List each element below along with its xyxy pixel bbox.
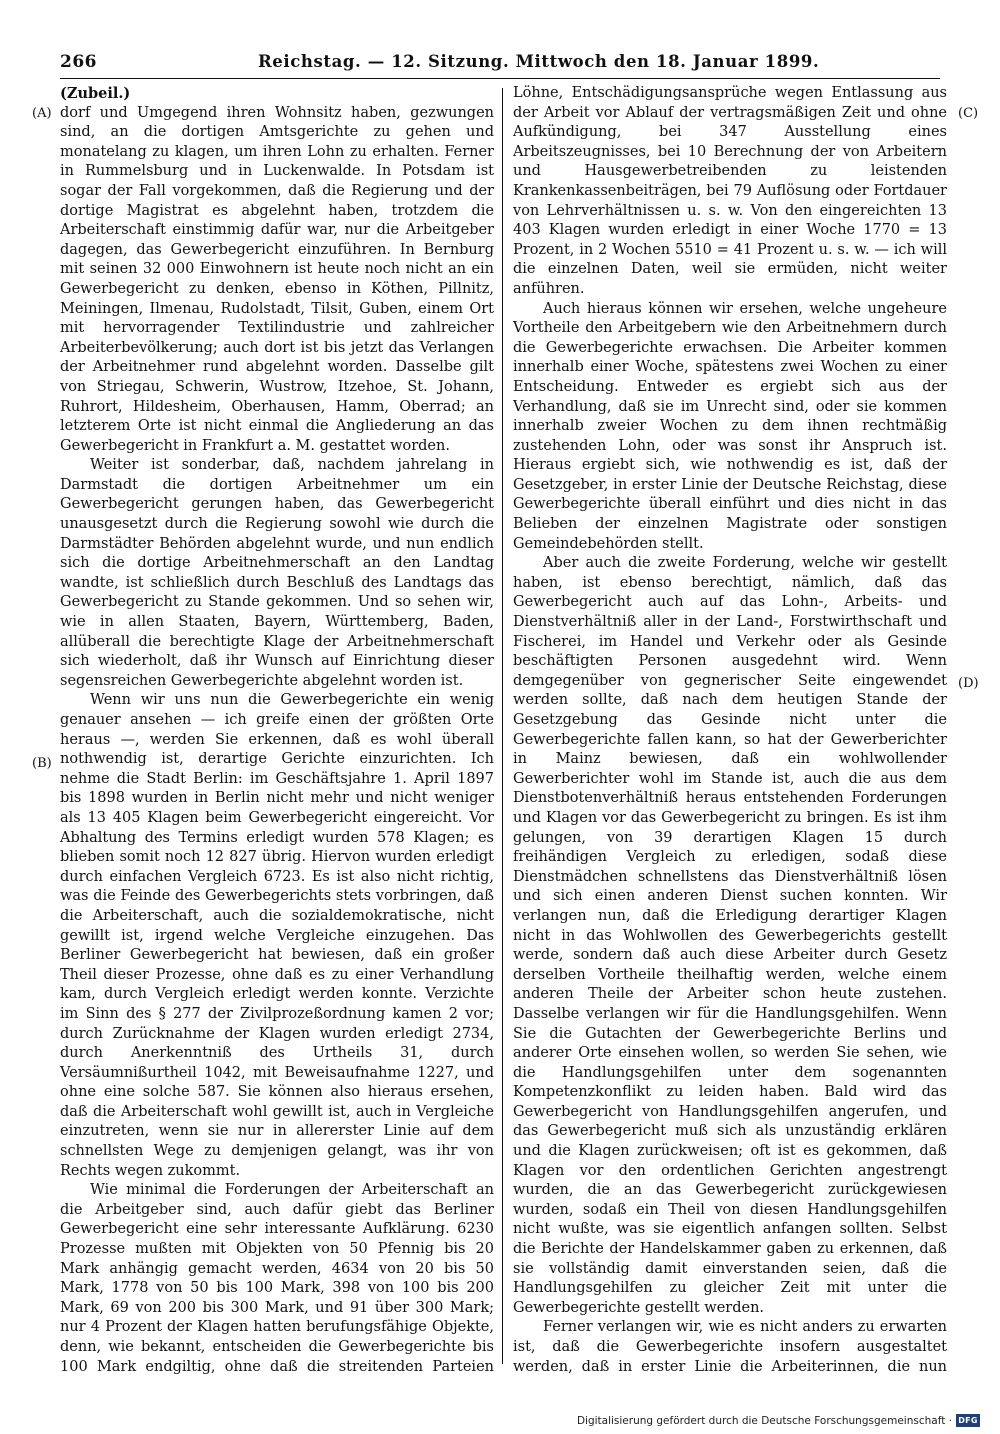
left-column bbox=[60, 84, 494, 1374]
margin-marker-a: (A) bbox=[32, 106, 52, 121]
page-number: 266 bbox=[60, 52, 97, 72]
digitization-credit-text: Digitalisierung gefördert durch die Deutsche Forschungsgemeinschaft · bbox=[576, 1414, 952, 1427]
header-rule bbox=[60, 78, 940, 79]
running-head: Reichstag. — 12. Sitzung. Mittwoch den 18. Januar 1899. bbox=[258, 52, 820, 71]
page-header bbox=[60, 52, 940, 78]
document-page bbox=[32, 44, 979, 1374]
margin-marker-d: (D) bbox=[958, 676, 979, 691]
speaker-continuation-label: (Zubeil.) bbox=[60, 85, 131, 102]
right-paragraph-1: Löhne, Entschädigungsansprüche wegen Entlassung aus der Arbeit vor Ablauf der vertragsmäßigen Zeit und ohne Aufkündigung, bei 347 Ausstellung eines Arbeitszeugnisses, bei 10 Berechnung der von Arbeitern und Hausgewerbetreibenden zu leistenden Krankenkassenbeiträgen, bei 79 Auflösung oder Fortdauer von Lehrverhältnissen u. s. w. Von den eingereichten 13 403 Klagen wurden erledigt in einer Woche 1770 = 13 Prozent, in 2 Wochen 5510 = 41 Prozent u. s. w. — ich will die einzelnen Daten, weil sie ermüden, nicht weiter anführen. bbox=[513, 85, 947, 297]
right-paragraph-3: Aber auch die zweite Forderung, welche wir gestellt haben, ist ebenso berechtigt, nämlich, daß das Gewerbegericht auch auf das Lohn-, Arbeits- und Dienstverhältniß aller in der Land-, Forstwirthschaft und Fischerei, im Handel und Verkehr oder als Gesinde beschäftigten Personen ausgedehnt wird. Wenn demgegenüber von gegnerischer Seite eingewendet werden sollte, daß nach dem heutigen Stande der Gesetzgebung das Gesinde nicht unter die Gewerbegerichte fallen kann, so hat der Gewerberichter in Mainz bewiesen, daß ein wohlwollender Gewerberichter wohl im Stande ist, auch die aus dem Dienstbotenverhältniß heraus entstehenden Forderungen und Klagen vor das Gewerbegericht zu bringen. Es ist ihm gelungen, von 39 derartigen Klagen 15 durch freihändigen Vergleich zu erledigen, sodaß diese Dienstmädchen schnellstens das Dienstverhältniß lösen und sich einen anderen Dienst suchen konnten. Wir verlangen nun, daß die Erledigung derartiger Klagen nicht in das Wohlwollen des Gewerbegerichts gestellt werde, sondern daß auch diese Arbeiter durch Gesetz derselben Vortheile theilhaftig werden, welche einem anderen Theile der Arbeiter schon heute zustehen. Dasselbe verlangen wir für die Handlungsgehilfen. Wenn Sie die Gutachten der Gewerbegerichte Berlins und anderer Orte einsehen wollen, so werden Sie sehen, wie die Handlungsgehilfen unter dem sogenannten Kompetenzkonflikt zu leiden haben. Bald wird das Gewerbegericht von Handlungsgehilfen angerufen, und das Gewerbegericht muß sich als unzuständig erklären und die Klagen zurückweisen; oft ist es gekommen, daß Klagen vor den ordentlichen Gerichten angestrengt wurden, die an das Gewerbegericht zurückgewiesen wurden, sodaß ein Theil von diesen Handlungsgehilfen nicht wußte, was sie eigentlich anfangen sollten. Selbst die Berichte der Handelskammer gaben zu erkennen, daß sie vollständig damit einverstanden seien, daß die Handlungsgehilfen zu gleicher Zeit mit unter die Gewerbegerichte gestellt werden. bbox=[513, 555, 947, 1316]
left-paragraph-3: Wenn wir uns nun die Gewerbegerichte ein wenig genauer ansehen — ich greife einen der größten Orte heraus —, werden Sie erkennen, daß es wohl überall nothwendig ist, derartige Gerichte einzurichten. Ich nehme die Stadt Berlin: im Geschäftsjahre 1. April 1897 bis 1898 wurden in Berlin nicht mehr und nicht weniger als 13 405 Klagen beim Gewerbegericht eingereicht. Vor Abhaltung des Termins erledigt wurden 578 Klagen; es blieben somit noch 12 827 übrig. Hiervon wurden erledigt durch einfachen Vergleich 6723. Es ist also nicht richtig, was die Feinde des Gewerbegerichts stets vorbringen, daß die Arbeiterschaft, auch die sozialdemokratische, nicht gewillt ist, irgend welche Vergleiche einzugehen. Das Berliner Gewerbegericht hat bewiesen, daß ein großer Theil dieser Prozesse, ohne daß es zu einer Verhandlung kam, durch Vergleich erledigt werden konnte. Verzichte im Sinn des § 277 der Zivilprozeßordnung kamen 2 vor; durch Zurücknahme der Klagen wurden erledigt 2734, durch Anerkenntniß des Urtheils 31, durch Versäumnißurtheil 1042, mit Beweisaufnahme 1227, und ohne eine solche 587. Sie können also hieraus ersehen, daß die Arbeiterschaft wohl gewillt ist, auch in Vergleiche einzutreten, wenn sie nur in allererster Linie auf dem schnellsten Wege zu demjenigen gelangt, was ihr von Rechts wegen zukommt. bbox=[60, 692, 494, 1179]
left-paragraph-1: dorf und Umgegend ihren Wohnsitz haben, gezwungen sind, an die dortigen Amtsgerichte zu gehen und monatelang zu klagen, um ihren Lohn zu erhalten. Ferner in Rummelsburg und in Luckenwalde. In Potsdam ist sogar der Fall vorgekommen, daß die Regierung und der dortige Magistrat es abgelehnt haben, trotzdem die Arbeiterschaft einstimmig dafür war, nur die Arbeitgeber dagegen, das Gewerbegericht einzuführen. In Bernburg mit seinen 32 000 Einwohnern ist heute noch nicht an ein Gewerbegericht zu denken, ebenso in Köthen, Pillnitz, Meiningen, Ilmenau, Rudolstadt, Tilsit, Guben, einem Ort mit hervorragender Textilindustrie und zahlreicher Arbeiterbevölkerung; auch dort ist bis jetzt das Verlangen der Arbeitnehmer rund abgelehnt worden. Dasselbe gilt von Striegau, Schwerin, Wustrow, Itzehoe, St. Johann, Ruhrort, Hildesheim, Oberhausen, Hamm, Oberrad; an letzterem Orte ist nicht einmal die Angliederung an das Gewerbegericht in Frankfurt a. M. gestattet worden. bbox=[60, 104, 494, 454]
right-paragraph-2: Auch hieraus können wir ersehen, welche ungeheure Vortheile den Arbeitgebern wie den Arbeitnehmern durch die Gewerbegerichte erwachsen. Die Arbeiter kommen innerhalb einer Woche, spätestens zwei Wochen zu einer Entscheidung. Entweder es ergiebt sich aus der Verhandlung, daß sie im Unrecht sind, oder sie kommen innerhalb zweier Wochen zu dem ihnen rechtmäßig zustehenden Lohn, oder was sonst ihr Anspruch ist. Hieraus ergiebt sich, wie nothwendig es ist, daß der Gesetzgeber, in erster Linie der Deutsche Reichstag, diese Gewerbegerichte überall einführt und dies nicht in das Belieben der einzelnen Magistrate oder sonstigen Gemeindebehörden stellt. bbox=[513, 300, 947, 552]
digitization-credit bbox=[577, 1414, 980, 1427]
left-paragraph-2: Weiter ist sonderbar, daß, nachdem jahrelang in Darmstadt die dortigen Arbeitnehmer um ein Gewerbegericht gerungen haben, das Gewerbegericht unausgesetzt durch die Regierung sowohl wie durch die Darmstädter Behörden abgelehnt wurde, und nun endlich sich die dortige Arbeitnehmerschaft an den Landtag wandte, ist schließlich durch Beschluß des Landtags das Gewerbegericht zu Stande gekommen. Und so sehen wir, wie in allen Staaten, Bayern, Württemberg, Baden, allüberall die berechtigte Klage der Arbeitnehmerschaft sich wiederholt, daß ihr Wunsch auf Einrichtung dieser segensreichen Gewerbegerichte abgelehnt worden ist. bbox=[60, 457, 494, 689]
column-divider bbox=[502, 88, 503, 1364]
margin-marker-c: (C) bbox=[958, 106, 979, 121]
dfg-logo-icon: DFG bbox=[956, 1414, 980, 1427]
margin-marker-b: (B) bbox=[32, 756, 52, 771]
right-paragraph-4: Ferner verlangen wir, wie es nicht anders zu erwarten ist, daß die Gewerbegerichte insofern ausgestaltet werden, daß in erster Linie die Arbeiterinnen, die nun bbox=[513, 1319, 947, 1374]
right-column bbox=[513, 84, 947, 1374]
left-paragraph-4: Wie minimal die Forderungen der Arbeiterschaft an die Arbeitgeber sind, auch dafür giebt das Berliner Gewerbegericht eine sehr interessante Aufklärung. 6230 Prozesse mußten mit Objekten von 50 Pfennig bis 20 Mark anhängig gemacht werden, 4634 von 20 bis 50 Mark, 1778 von 50 bis 100 Mark, 398 von 100 bis 200 Mark, 69 von 200 bis 300 Mark, und 91 über 300 Mark; nur 4 Prozent der Klagen hatten berufungsfähige Objekte, denn, wie bekannt, entscheiden die Gewerbegerichte bis 100 Mark endgiltig, ohne daß die streitenden Parteien bbox=[60, 1182, 494, 1374]
